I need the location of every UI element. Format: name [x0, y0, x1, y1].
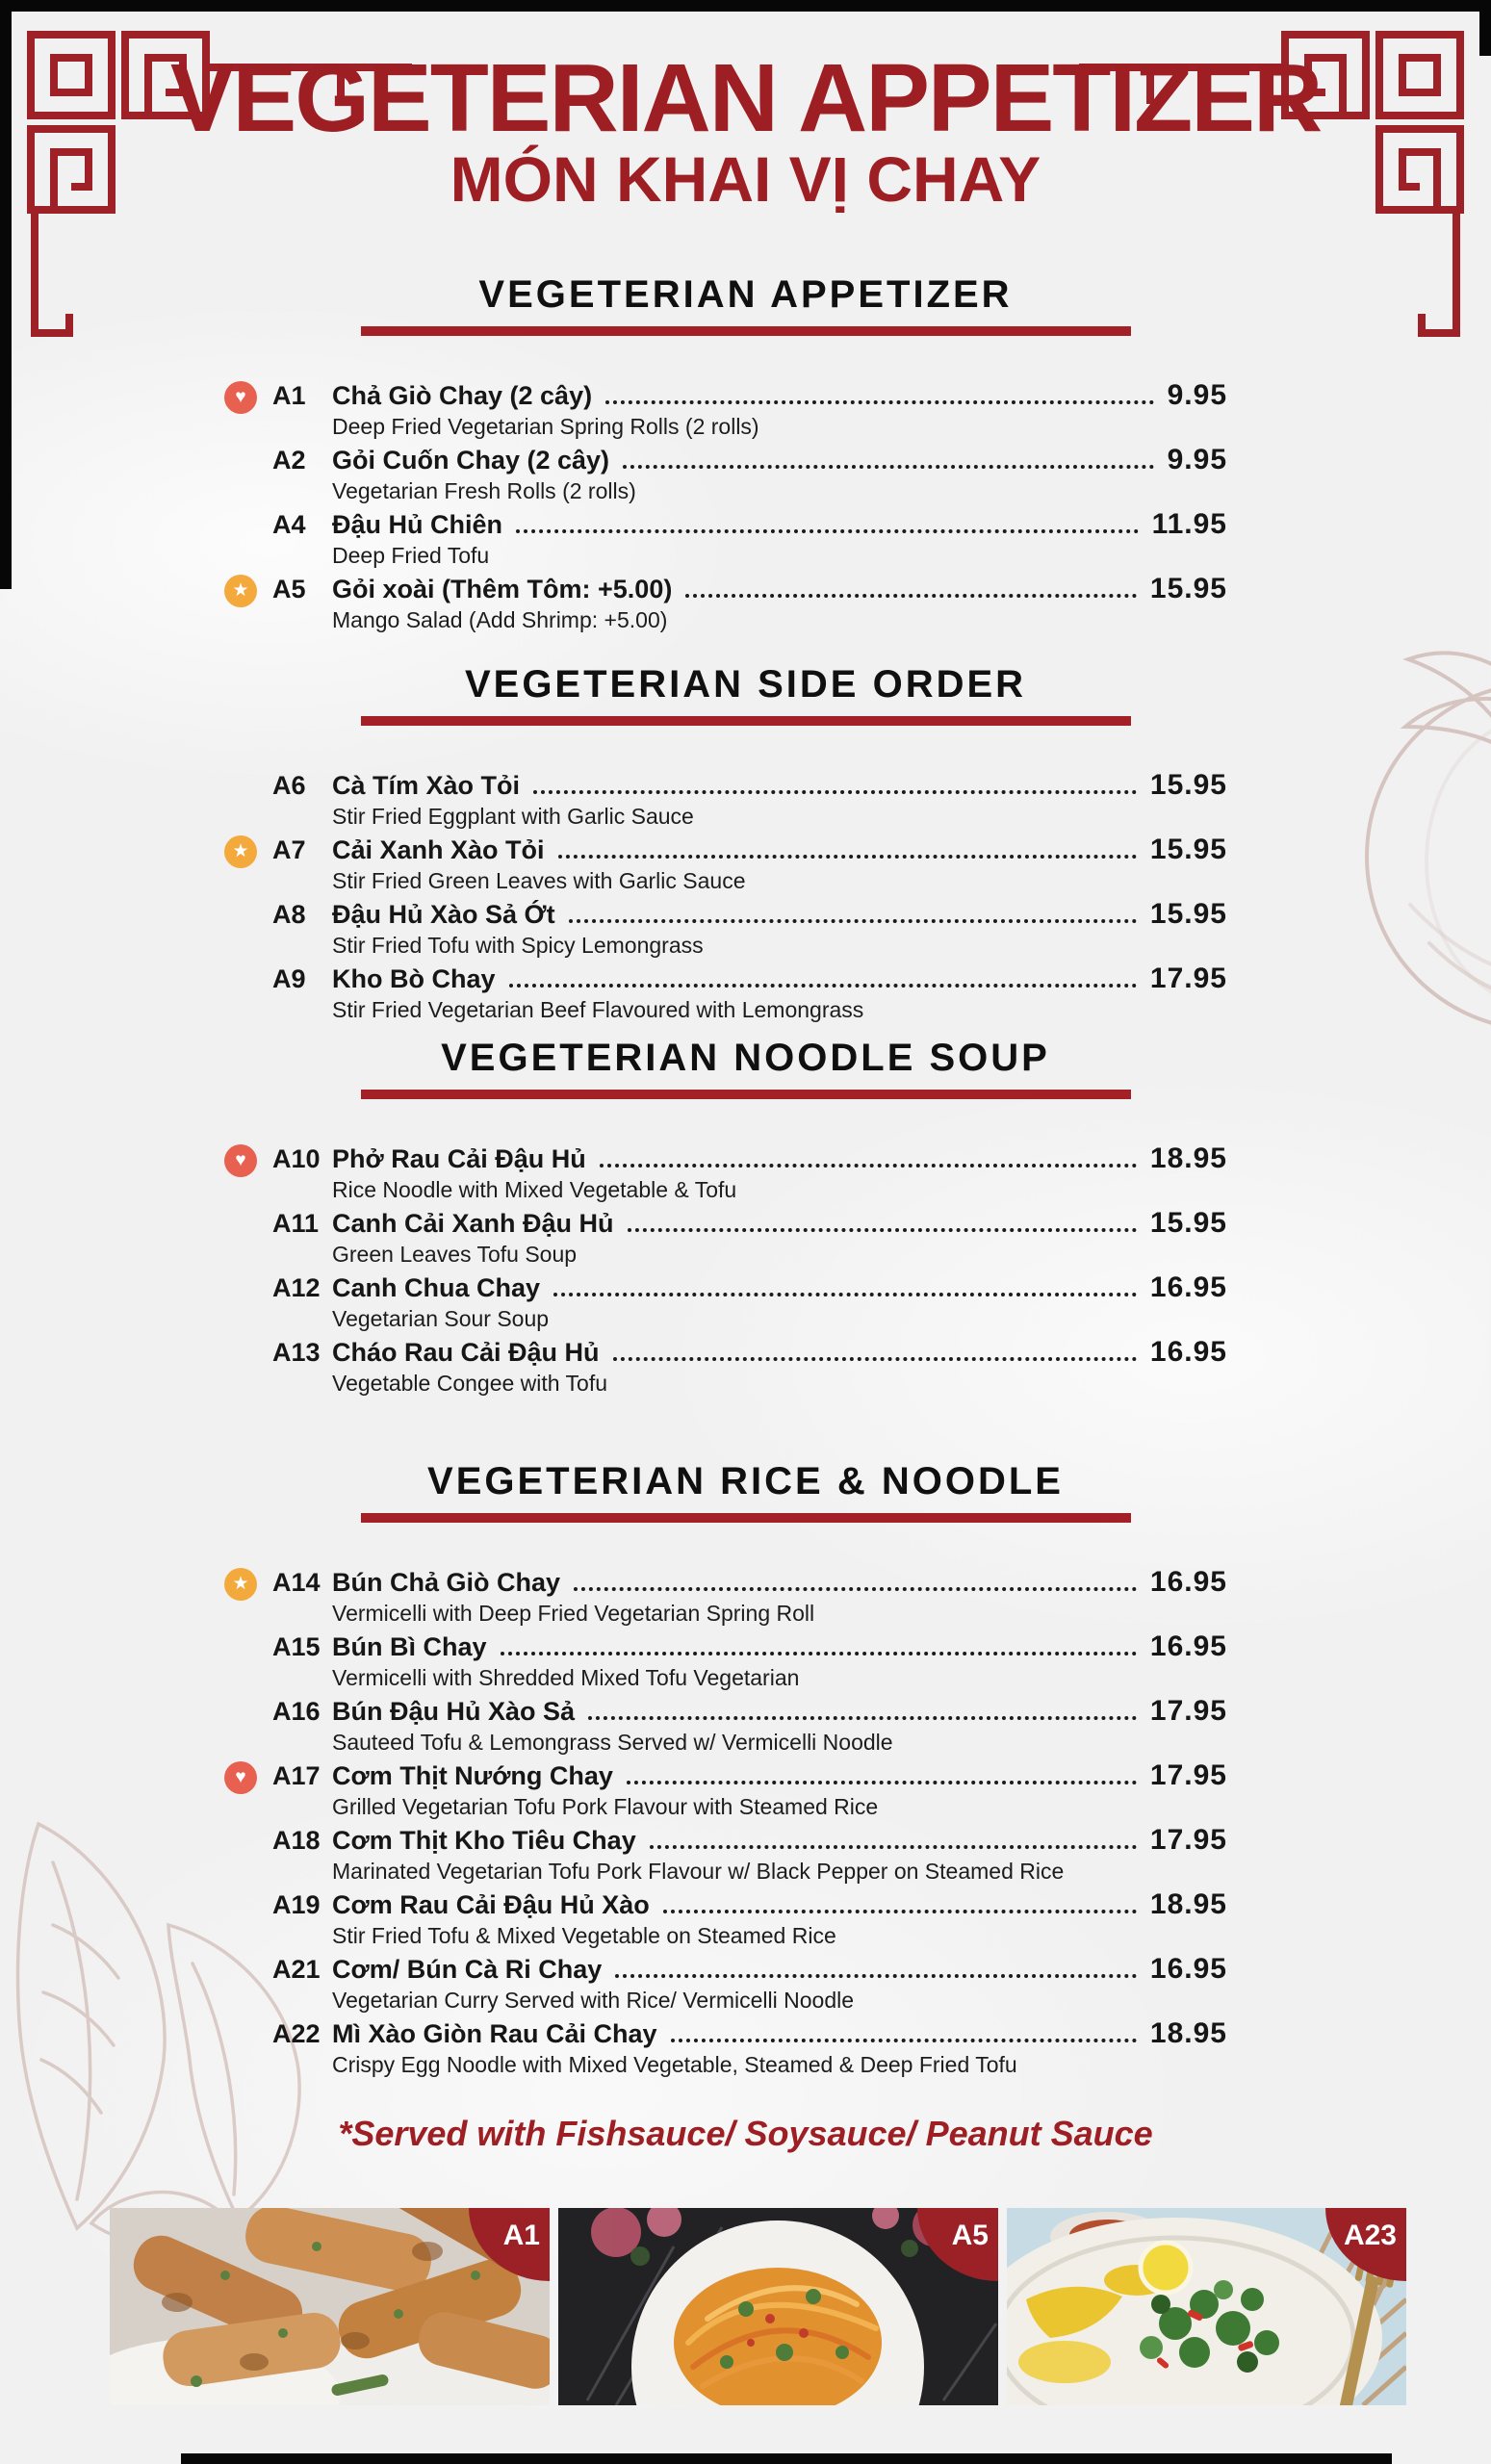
dotted-leader: [574, 1587, 1137, 1591]
page-subtitle: MÓN KHAI VỊ CHAY: [450, 143, 1041, 215]
star-icon: ★: [224, 835, 257, 868]
item-name: Gỏi Cuốn Chay (2 cây): [332, 446, 610, 475]
section-title: VEGETERIAN NOODLE SOUP: [441, 1037, 1050, 1079]
dotted-leader: [671, 2039, 1137, 2042]
menu-item: [272, 1206, 1227, 1269]
item-number: A17: [272, 1761, 321, 1790]
item-description: Crispy Egg Noodle with Mixed Vegetable, Steamed & Deep Fried Tofu: [332, 2052, 1017, 2077]
item-price: 15.95: [1149, 834, 1227, 865]
item-price: 16.95: [1149, 1336, 1227, 1368]
item-name: Cơm Thịt Kho Tiêu Chay: [332, 1826, 636, 1855]
section-title: VEGETERIAN RICE & NOODLE: [427, 1460, 1064, 1502]
item-number: A2: [272, 446, 306, 475]
item-number: A4: [272, 510, 306, 539]
section-underline: [361, 716, 1131, 726]
item-price: 16.95: [1149, 1566, 1227, 1598]
item-description: Rice Noodle with Mixed Vegetable & Tofu: [332, 1177, 737, 1202]
herb-garnished-dish-photo: [1007, 2208, 1406, 2405]
item-number: A5: [272, 575, 306, 603]
section-items: [235, 1142, 1227, 1398]
menu-item: [272, 507, 1227, 570]
item-price: 16.95: [1149, 1271, 1227, 1303]
item-price: 15.95: [1149, 769, 1227, 801]
spring-rolls-photo: [110, 2208, 550, 2405]
menu-item: [272, 1630, 1227, 1692]
item-description: Vegetarian Fresh Rolls (2 rolls): [332, 478, 636, 503]
item-name: Bún Chả Giò Chay: [332, 1568, 561, 1597]
menu-item: [232, 572, 1227, 634]
item-price: 9.95: [1167, 444, 1227, 475]
item-description: Mango Salad (Add Shrimp: +5.00): [332, 607, 668, 632]
dotted-leader: [615, 1974, 1137, 1978]
item-price: 18.95: [1149, 1888, 1227, 1920]
item-price: 15.95: [1149, 898, 1227, 930]
item-number: A14: [272, 1568, 321, 1597]
dotted-leader: [509, 984, 1137, 988]
menu-item: [272, 1270, 1227, 1333]
dotted-leader: [569, 919, 1137, 923]
item-description: Vegetarian Curry Served with Rice/ Vermicelli Noodle: [332, 1988, 855, 2013]
item-number: A16: [272, 1697, 321, 1726]
item-description: Vermicelli with Shredded Mixed Tofu Vegetarian: [332, 1665, 800, 1690]
item-number: A22: [272, 2019, 321, 2048]
item-description: Deep Fried Vegetarian Spring Rolls (2 rolls): [332, 414, 759, 439]
item-number: A8: [272, 900, 306, 929]
item-name: Mì Xào Giòn Rau Cải Chay: [332, 2019, 657, 2048]
dotted-leader: [533, 790, 1137, 794]
dotted-leader: [650, 1845, 1137, 1849]
menu-section: [0, 662, 1491, 1026]
item-name: Cơm/ Bún Cà Ri Chay: [332, 1955, 603, 1984]
item-name: Đậu Hủ Chiên: [332, 510, 503, 539]
page-border-bottom: [181, 2453, 1392, 2464]
item-price: 18.95: [1149, 1142, 1227, 1174]
item-price: 18.95: [1149, 2017, 1227, 2049]
menu-section: [0, 1459, 1491, 2081]
item-name: Phở Rau Cải Đậu Hủ: [332, 1144, 586, 1173]
item-description: Sauteed Tofu & Lemongrass Served w/ Vermicelli Noodle: [332, 1730, 893, 1755]
dotted-leader: [501, 1652, 1137, 1656]
item-name: Chả Giò Chay (2 cây): [332, 381, 593, 410]
menu-item: [272, 1887, 1227, 1950]
item-description: Stir Fried Vegetarian Beef Flavoured with Lemongrass: [332, 997, 864, 1022]
item-number: A7: [272, 835, 306, 864]
section-underline: [361, 326, 1131, 336]
item-description: Stir Fried Tofu & Mixed Vegetable on Steamed Rice: [332, 1923, 836, 1948]
dotted-leader: [516, 529, 1139, 533]
item-number: A13: [272, 1338, 321, 1367]
item-name: Cơm Rau Cải Đậu Hủ Xào: [332, 1890, 650, 1919]
item-price: 9.95: [1167, 379, 1227, 411]
item-price: 17.95: [1149, 1759, 1227, 1791]
photo-badge-a1: A1: [469, 2208, 550, 2281]
menu-section: [0, 272, 1491, 636]
item-price: 17.95: [1149, 962, 1227, 994]
footer-note: *Served with Fishsauce/ Soysauce/ Peanut Sauce: [338, 2114, 1153, 2153]
item-description: Green Leaves Tofu Soup: [332, 1242, 578, 1267]
item-number: A12: [272, 1273, 321, 1302]
item-description: Stir Fried Green Leaves with Garlic Sauce: [332, 868, 746, 893]
menu-item: [235, 1142, 1227, 1204]
menu-item: [272, 2016, 1227, 2079]
heart-icon: ♥: [224, 1761, 257, 1794]
item-name: Cơm Thịt Nướng Chay: [332, 1761, 613, 1790]
dotted-leader: [627, 1781, 1137, 1784]
section-title: VEGETERIAN SIDE ORDER: [464, 663, 1027, 706]
item-number: A19: [272, 1890, 321, 1919]
menu-section: [0, 1036, 1491, 1399]
mango-salad-photo: [558, 2208, 998, 2405]
item-name: Cháo Rau Cải Đậu Hủ: [332, 1338, 600, 1367]
dotted-leader: [628, 1228, 1137, 1232]
photo-badge-a23: A23: [1325, 2208, 1406, 2281]
menu-item: [272, 962, 1227, 1024]
item-description: Marinated Vegetarian Tofu Pork Flavour w/ Black Pepper on Steamed Rice: [332, 1859, 1065, 1884]
menu-item: [232, 1565, 1227, 1628]
dotted-leader: [663, 1910, 1137, 1913]
item-price: 15.95: [1149, 573, 1227, 604]
star-icon: ★: [224, 575, 257, 607]
menu-item: [235, 378, 1227, 441]
item-name: Bún Đậu Hủ Xào Sả: [332, 1697, 576, 1726]
item-price: 17.95: [1149, 1824, 1227, 1856]
star-icon: ★: [224, 1568, 257, 1601]
item-description: Stir Fried Tofu with Spicy Lemongrass: [332, 933, 704, 958]
item-price: 16.95: [1149, 1953, 1227, 1985]
menu-item: [235, 1758, 1227, 1821]
section-items: [232, 768, 1227, 1024]
dotted-leader: [605, 400, 1154, 404]
dotted-leader: [588, 1716, 1137, 1720]
item-price: 17.95: [1149, 1695, 1227, 1727]
menu-item: [272, 1952, 1227, 2015]
item-description: Vermicelli with Deep Fried Vegetarian Spring Roll: [332, 1601, 815, 1626]
menu-item: [272, 443, 1227, 505]
section-underline: [361, 1090, 1131, 1099]
section-items: [232, 378, 1227, 634]
photo-badge-a5: A5: [917, 2208, 998, 2281]
dotted-leader: [613, 1357, 1137, 1361]
dotted-leader: [558, 855, 1137, 859]
item-name: Canh Cải Xanh Đậu Hủ: [332, 1209, 614, 1238]
item-number: A9: [272, 964, 306, 993]
item-name: Gỏi xoài (Thêm Tôm: +5.00): [332, 575, 673, 603]
item-number: A11: [272, 1209, 320, 1238]
dotted-leader: [553, 1293, 1137, 1296]
page-border-top: [0, 0, 1491, 12]
heart-icon: ♥: [224, 381, 257, 414]
item-number: A1: [272, 381, 306, 410]
heart-icon: ♥: [224, 1144, 257, 1177]
item-description: Stir Fried Eggplant with Garlic Sauce: [332, 804, 694, 829]
item-name: Cải Xanh Xào Tỏi: [332, 835, 545, 864]
item-price: 16.95: [1149, 1630, 1227, 1662]
item-number: A6: [272, 771, 306, 800]
item-number: A10: [272, 1144, 321, 1173]
item-number: A15: [272, 1632, 321, 1661]
item-price: 11.95: [1151, 508, 1227, 540]
menu-item: [232, 833, 1227, 895]
dotted-leader: [623, 465, 1154, 469]
page-title: VEGETERIAN APPETIZER: [169, 44, 1322, 152]
menu-item: [272, 768, 1227, 831]
item-description: Deep Fried Tofu: [332, 543, 490, 568]
section-title: VEGETERIAN APPETIZER: [478, 273, 1013, 316]
item-description: Vegetable Congee with Tofu: [332, 1371, 608, 1396]
section-items: [232, 1565, 1227, 2079]
item-number: A21: [272, 1955, 321, 1984]
item-name: Bún Bì Chay: [332, 1632, 487, 1661]
item-number: A18: [272, 1826, 321, 1855]
item-description: Vegetarian Sour Soup: [332, 1306, 550, 1331]
item-price: 15.95: [1149, 1207, 1227, 1239]
dotted-leader: [600, 1164, 1137, 1168]
item-description: Grilled Vegetarian Tofu Pork Flavour with Steamed Rice: [332, 1794, 879, 1819]
item-name: Cà Tím Xào Tỏi: [332, 771, 521, 800]
item-name: Kho Bò Chay: [332, 964, 496, 993]
menu-item: [272, 1823, 1227, 1886]
menu-item: [272, 1335, 1227, 1398]
photo-strip: [110, 2208, 1406, 2405]
item-name: Canh Chua Chay: [332, 1273, 541, 1302]
section-underline: [361, 1513, 1131, 1523]
item-name: Đậu Hủ Xào Sả Ớt: [332, 900, 555, 929]
dotted-leader: [685, 594, 1137, 598]
menu-item: [272, 1694, 1227, 1757]
menu-item: [272, 897, 1227, 960]
